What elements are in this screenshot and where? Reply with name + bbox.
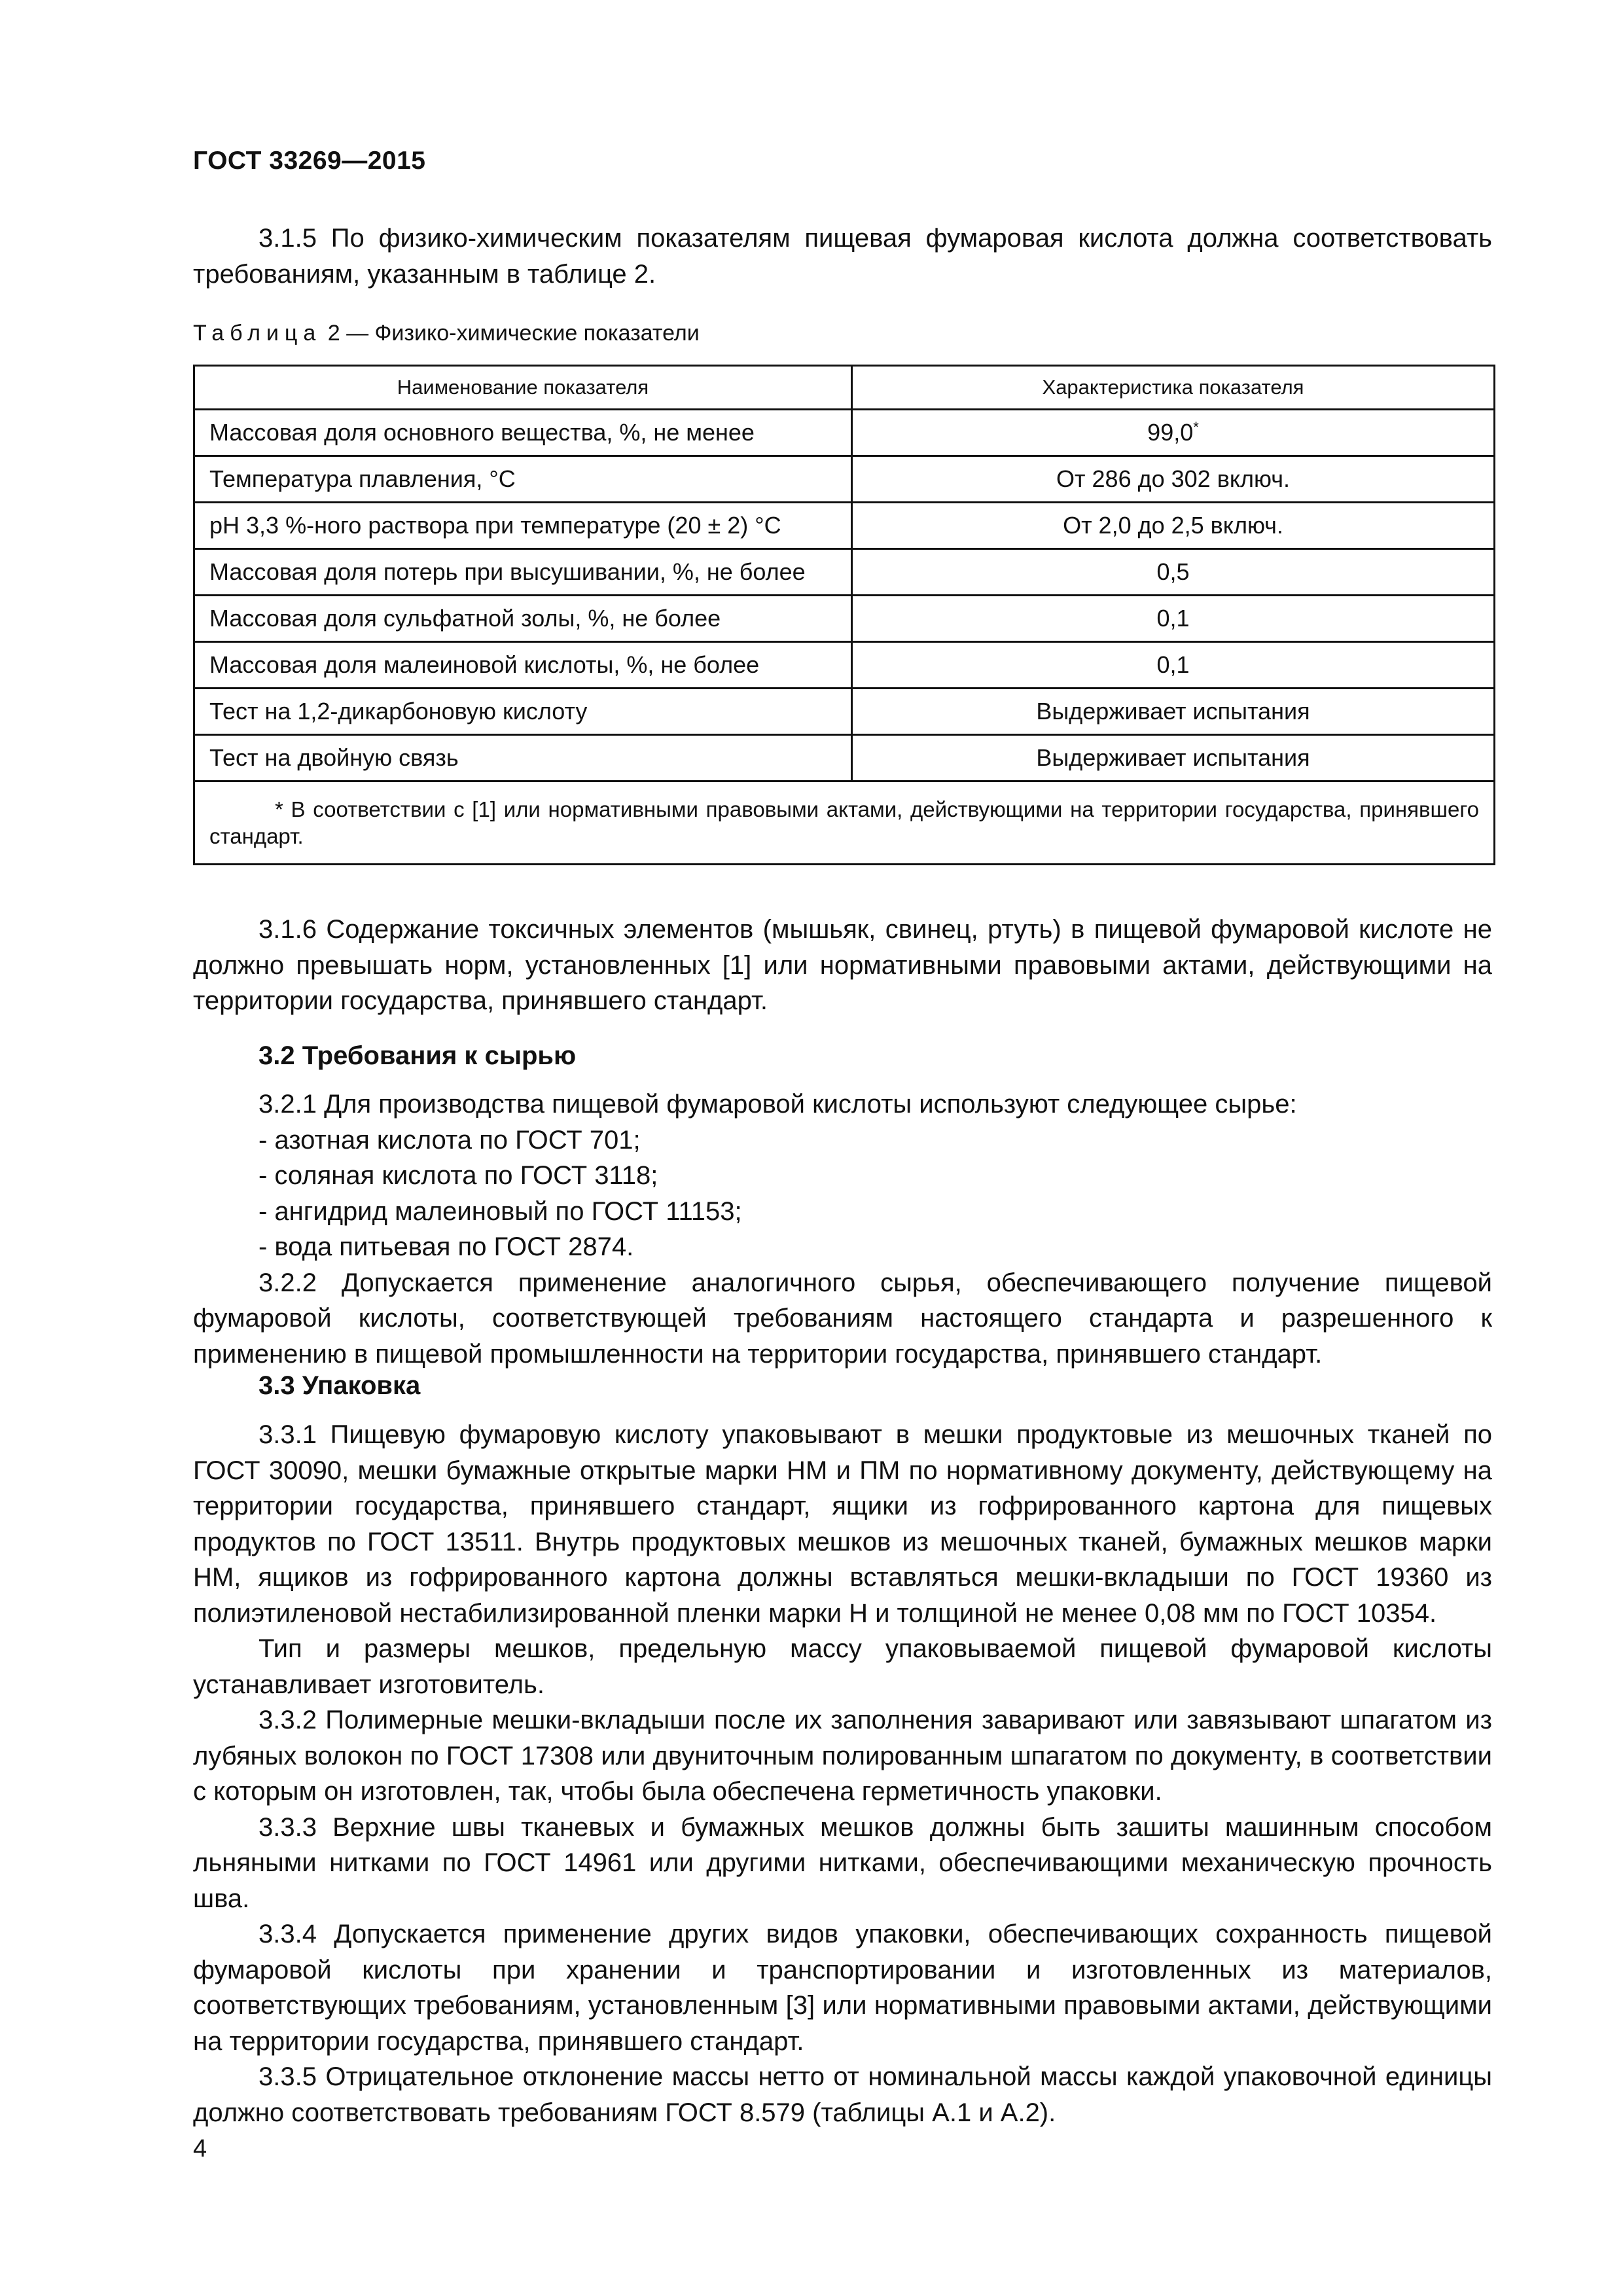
paragraph-3-2-2: 3.2.2 Допускается применение аналогичного сырья, обеспечивающего получение пищевой фумаровой кислоты, соответствующей требованиям настоящего стандарта и разрешенного к применению в пищевой промышленности на территории государства, принявшего стандарт. [193,1268,1492,1369]
table-cell-name: Температура плавления, °С [194,456,852,503]
table-header-row [194,366,1495,410]
value-text: 99,0 [1147,419,1194,446]
paragraph-text: 3.1.6 Содержание токсичных элементов (мышьяк, свинец, ртуть) в пищевой фумаровой кислоте не должно превышать норм, установленных [1] или нормативными правовыми актами, действующими на территории государства, принявшего стандарт. [193,915,1492,1015]
paragraph-3-1-6 [193,912,1492,1019]
section-3-2 [193,1038,1492,1074]
table-row [194,410,1495,456]
table-header-cell: Наименование показателя [194,366,852,410]
list-item: - ангидрид малеиновый по ГОСТ 11153; [259,1196,742,1226]
paragraph-3-3-5: 3.3.5 Отрицательное отклонение массы нетто от номинальной массы каждой упаковочной единицы должно соответствовать требованиям ГОСТ 8.579 (таблицы А.1 и А.2). [193,2062,1492,2127]
table-cell-value [852,410,1495,456]
section-heading: 3.2 Требования к сырью [259,1041,577,1070]
list-item: - вода питьевая по ГОСТ 2874. [259,1232,634,1261]
paragraph-3-2-1: 3.2.1 Для производства пищевой фумаровой кислоты используют следующее сырье: [259,1090,1297,1119]
list-item: - азотная кислота по ГОСТ 701; [259,1125,641,1155]
paragraph-3-3-1: 3.3.1 Пищевую фумаровую кислоту упаковывают в мешки продуктовые из мешочных тканей по ГОСТ 30090, мешки бумажные открытые марки НМ и ПМ по нормативному документу, действующему на территории государства, принявшего стандарт, ящики из гофрированного картона для пищевых продуктов по ГОСТ 13511. Внутрь продуктовых мешков из мешочных тканей, бумажных мешков марки НМ, ящиков из гофрированного картона должны вставляться мешки-вкладыши по ГОСТ 19360 из полиэтиленовой нестабилизированной пленки марки Н и толщиной не менее 0,08 мм по ГОСТ 10354. [193,1420,1492,1628]
table-header-cell: Характеристика показателя [852,366,1495,410]
table-row [194,689,1495,735]
table-row [194,735,1495,781]
table-cell-value: Выдерживает испытания [852,689,1495,735]
table-cell-name: Массовая доля основного вещества, %, не менее [194,410,852,456]
table-footnote-row [194,781,1495,865]
table-row [194,642,1495,689]
table-cell-name: Массовая доля потерь при высушивании, %, не более [194,549,852,596]
table-row [194,596,1495,642]
paragraph-text: 3.1.5 По физико-химическим показателям пищевая фумаровая кислота должна соответствовать требованиям, указанным в таблице 2. [193,224,1492,289]
table-cell-name: Тест на 1,2-дикарбоновую кислоту [194,689,852,735]
footnote-mark: * [1193,419,1199,435]
table-cell-value: 0,1 [852,596,1495,642]
table-caption-title: 2 — Физико-химические показатели [321,321,700,346]
paragraph-3-1-5 [193,221,1492,292]
table-row [194,503,1495,549]
table-caption-prefix: Таблица [193,321,322,346]
table-cell-name: Массовая доля сульфатной золы, %, не более [194,596,852,642]
table-cell-name: Массовая доля малеиновой кислоты, %, не более [194,642,852,689]
table-cell-name: Тест на двойную связь [194,735,852,781]
table-cell-value: От 286 до 302 включ. [852,456,1495,503]
table-row [194,456,1495,503]
table-footnote [194,781,1495,865]
paragraph-3-3-1-b: Тип и размеры мешков, предельную массу упаковываемой пищевой фумаровой кислоты устанавливает изготовитель. [193,1634,1492,1699]
table-cell-name: рН 3,3 %-ного раствора при температуре (20 ± 2) °С [194,503,852,549]
list-item: - соляная кислота по ГОСТ 3118; [259,1161,658,1190]
table-cell-value: От 2,0 до 2,5 включ. [852,503,1495,549]
paragraph-3-3-3: 3.3.3 Верхние швы тканевых и бумажных мешков должны быть зашиты машинным способом льняными нитками по ГОСТ 14961 или другими нитками, обеспечивающими механическую прочность шва. [193,1812,1492,1913]
physico-chemical-table [193,365,1495,865]
table-cell-value: 0,5 [852,549,1495,596]
section-3-3-content [193,1417,1492,2130]
table-row [194,549,1495,596]
paragraph-3-3-4: 3.3.4 Допускается применение других видов упаковки, обеспечивающих сохранность пищевой фумаровой кислоты при хранении и транспортировании и изготовленных из материалов, соответствующих требованиям, установленным [3] или нормативными правовыми актами, действующими на территории государства, принявшего стандарт. [193,1920,1492,2056]
section-3-3 [193,1368,1492,1404]
document-code-header: ГОСТ 33269—2015 [193,147,426,175]
table-cell-value: 0,1 [852,642,1495,689]
page-number: 4 [193,2135,207,2162]
paragraph-3-3-2: 3.3.2 Полимерные мешки-вкладыши после их заполнения заваривают или завязывают шпагатом из лубяных волокон по ГОСТ 17308 или двуниточным полированным шпагатом по документу, в соответствии с которым он изготовлен, так, чтобы была обеспечена герметичность упаковки. [193,1706,1492,1806]
table-cell-value: Выдерживает испытания [852,735,1495,781]
section-3-2-content [193,1086,1492,1372]
table-caption [193,321,700,346]
footnote-text: * В соответствии с [1] или нормативными правовыми актами, действующими на территории государства, принявшего стандарт. [209,797,1479,848]
section-heading: 3.3 Упаковка [259,1371,421,1400]
